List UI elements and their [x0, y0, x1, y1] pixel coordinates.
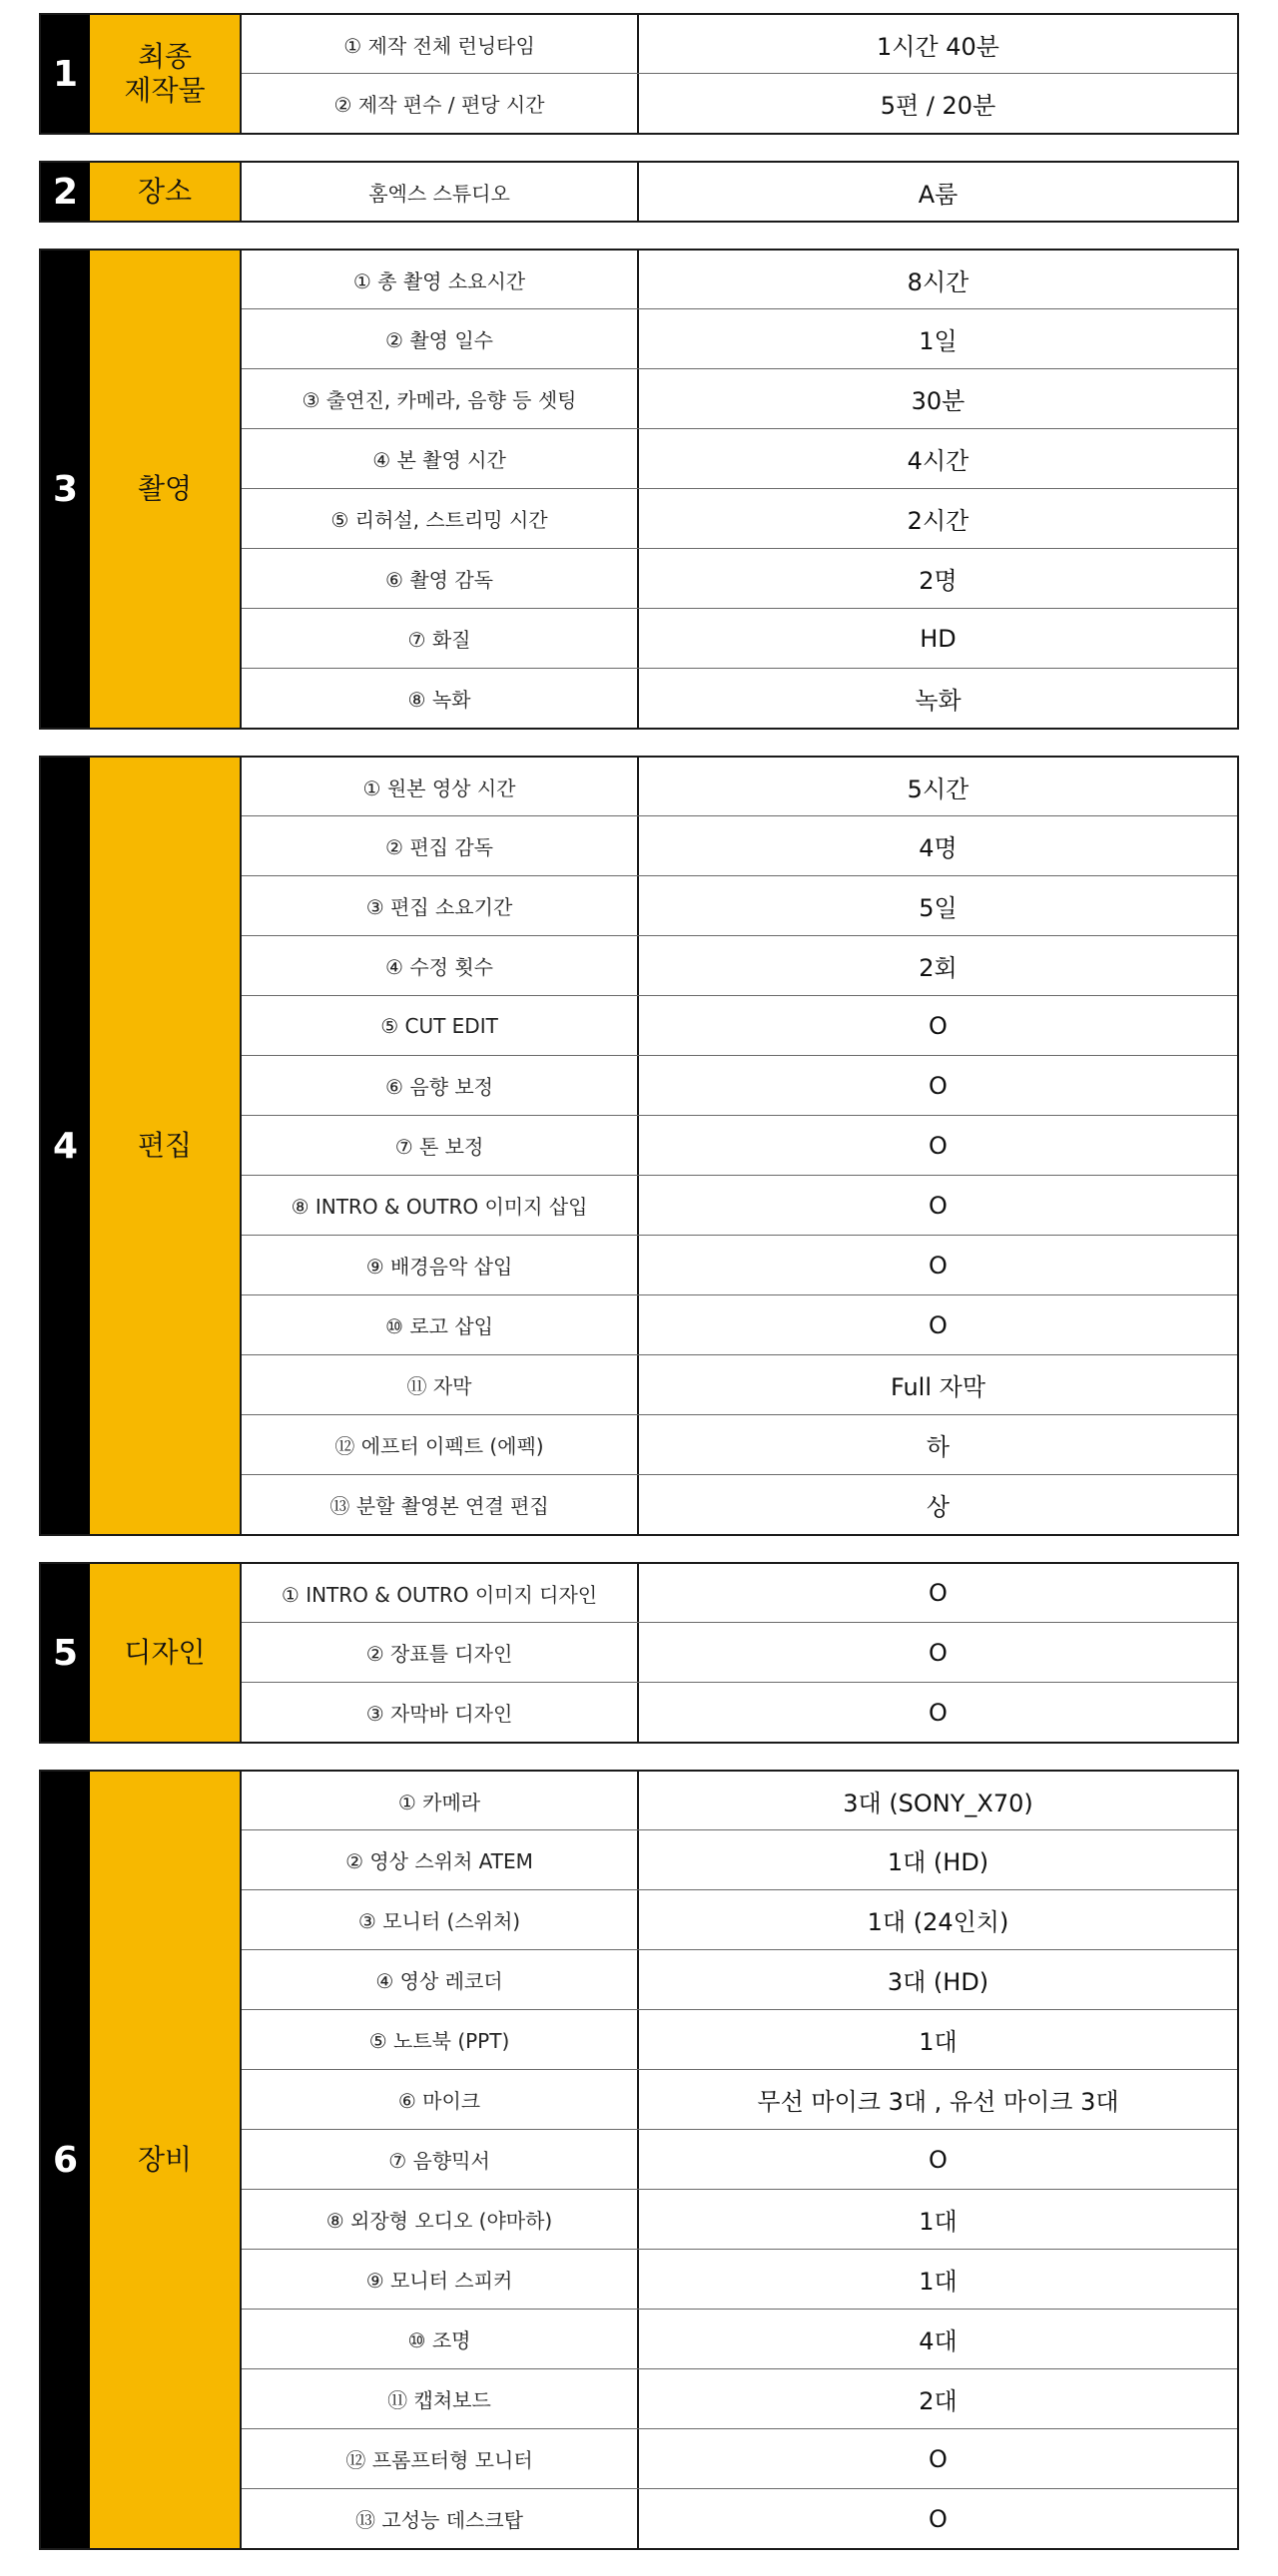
- row-label: ⑪ 자막: [242, 1355, 639, 1414]
- section-6: [39, 1770, 1239, 2550]
- row-value: 하: [926, 1433, 951, 1461]
- row-value: 4명: [919, 834, 958, 862]
- row-value: 3대 (HD): [887, 1968, 989, 1996]
- row-value: 1시간 40분: [877, 32, 999, 61]
- table-row: [242, 1175, 1237, 1235]
- row-value: 상: [926, 1493, 951, 1521]
- row-value: 5일: [919, 894, 958, 922]
- table-row: [242, 1772, 1237, 1829]
- table-row: [242, 548, 1237, 608]
- row-label: ① 원본 영상 시간: [242, 758, 639, 815]
- table-row: [242, 1235, 1237, 1294]
- row-value: 무선 마이크 3대 , 유선 마이크 3대: [757, 2088, 1119, 2116]
- row-label: ③ 모니터 (스위처): [242, 1890, 639, 1949]
- row-value: 1대: [919, 2268, 958, 2296]
- section-rows: [242, 163, 1237, 221]
- section-number: 6: [41, 1772, 90, 2548]
- row-value: O: [929, 1251, 948, 1280]
- row-value: 8시간: [907, 267, 969, 296]
- row-value: 30분: [911, 387, 965, 415]
- row-label: ⑬ 고성능 데스크탑: [242, 2489, 639, 2548]
- table-row: [242, 815, 1237, 875]
- table-row: [242, 1889, 1237, 1949]
- table-row: [242, 73, 1237, 133]
- row-value: O: [929, 1071, 948, 1100]
- table-row: [242, 488, 1237, 548]
- row-label: ⑥ 촬영 감독: [242, 549, 639, 608]
- row-label: ② 촬영 일수: [242, 309, 639, 368]
- section-rows: [242, 758, 1237, 1534]
- table-row: [242, 608, 1237, 668]
- table-row: [242, 995, 1237, 1055]
- row-label: ⑥ 음향 보정: [242, 1056, 639, 1115]
- row-label: ② 장표틀 디자인: [242, 1623, 639, 1682]
- section-1: [39, 13, 1239, 135]
- table-row: [242, 1294, 1237, 1354]
- table-row: [242, 1055, 1237, 1115]
- section-number: 3: [41, 251, 90, 728]
- row-label: ⑬ 분할 촬영본 연결 편집: [242, 1475, 639, 1534]
- row-value: 1일: [919, 327, 958, 355]
- table-row: [242, 1474, 1237, 1534]
- row-value: O: [929, 1191, 948, 1220]
- row-value: O: [929, 1579, 948, 1607]
- section-number: 5: [41, 1564, 90, 1742]
- section-number: 4: [41, 758, 90, 1534]
- table-row: [242, 1949, 1237, 2009]
- row-label: ⑨ 모니터 스피커: [242, 2250, 639, 2309]
- row-label: ④ 본 촬영 시간: [242, 429, 639, 488]
- row-label: ② 영상 스위처 ATEM: [242, 1830, 639, 1889]
- section-4: [39, 756, 1239, 1536]
- table-row: [242, 1564, 1237, 1622]
- table-row: [242, 2488, 1237, 2548]
- row-value: 4대: [919, 2327, 958, 2355]
- table-row: [242, 2309, 1237, 2368]
- table-row: [242, 668, 1237, 728]
- row-value: O: [929, 1131, 948, 1160]
- row-value: 1대 (HD): [887, 1848, 989, 1876]
- row-value: HD: [920, 624, 957, 653]
- section-title: 디자인: [90, 1564, 242, 1742]
- table-row: [242, 15, 1237, 73]
- row-label: 홈엑스 스튜디오: [242, 163, 639, 221]
- row-value: 2회: [919, 954, 958, 982]
- spec-sheet: [39, 13, 1239, 2576]
- row-label: ④ 수정 횟수: [242, 936, 639, 995]
- row-label: ③ 편집 소요기간: [242, 876, 639, 935]
- row-label: ① 제작 전체 런닝타임: [242, 15, 639, 73]
- table-row: [242, 2368, 1237, 2428]
- row-label: ⑤ 리허설, 스트리밍 시간: [242, 489, 639, 548]
- row-value: 2명: [919, 567, 958, 595]
- row-value: O: [929, 2444, 948, 2473]
- row-label: ⑫ 에프터 이펙트 (에펙): [242, 1415, 639, 1474]
- table-row: [242, 875, 1237, 935]
- row-value: 녹화: [915, 687, 961, 715]
- row-value: Full 자막: [890, 1373, 986, 1401]
- row-label: ① 총 촬영 소요시간: [242, 251, 639, 308]
- section-title: 촬영: [90, 251, 242, 728]
- table-row: [242, 1115, 1237, 1175]
- row-value: O: [929, 1698, 948, 1727]
- row-label: ⑫ 프롬프터형 모니터: [242, 2429, 639, 2488]
- row-label: ⑧ 녹화: [242, 669, 639, 728]
- table-row: [242, 1682, 1237, 1742]
- section-5: [39, 1562, 1239, 1744]
- section-title: 장소: [90, 163, 242, 221]
- table-row: [242, 1414, 1237, 1474]
- table-row: [242, 2189, 1237, 2249]
- row-value: O: [929, 2145, 948, 2174]
- row-value: O: [929, 1310, 948, 1339]
- row-label: ⑨ 배경음악 삽입: [242, 1236, 639, 1294]
- row-value: 2대: [919, 2387, 958, 2415]
- row-label: ② 제작 편수 / 편당 시간: [242, 74, 639, 133]
- section-rows: [242, 1772, 1237, 2548]
- row-label: ① 카메라: [242, 1772, 639, 1829]
- section-3: [39, 249, 1239, 730]
- row-label: ⑦ 화질: [242, 609, 639, 668]
- row-value: 3대 (SONY_X70): [843, 1789, 1033, 1817]
- row-value: O: [929, 1011, 948, 1040]
- table-row: [242, 935, 1237, 995]
- table-row: [242, 1354, 1237, 1414]
- row-label: ⑩ 조명: [242, 2310, 639, 2368]
- section-2: [39, 161, 1239, 223]
- section-rows: [242, 15, 1237, 133]
- section-rows: [242, 251, 1237, 728]
- row-value: O: [929, 1638, 948, 1667]
- section-title: 편집: [90, 758, 242, 1534]
- row-label: ⑪ 캡쳐보드: [242, 2369, 639, 2428]
- row-label: ⑥ 마이크: [242, 2070, 639, 2129]
- row-label: ⑤ 노트북 (PPT): [242, 2010, 639, 2069]
- table-row: [242, 251, 1237, 308]
- row-label: ⑧ 외장형 오디오 (야마하): [242, 2190, 639, 2249]
- table-row: [242, 368, 1237, 428]
- row-value: 1대 (24인치): [867, 1908, 1009, 1936]
- table-row: [242, 163, 1237, 221]
- table-row: [242, 2069, 1237, 2129]
- row-value: 4시간: [907, 447, 969, 475]
- table-row: [242, 2129, 1237, 2189]
- table-row: [242, 758, 1237, 815]
- row-label: ⑩ 로고 삽입: [242, 1295, 639, 1354]
- table-row: [242, 1829, 1237, 1889]
- row-value: 2시간: [907, 507, 969, 535]
- section-rows: [242, 1564, 1237, 1742]
- row-value: O: [929, 2504, 948, 2533]
- row-value: 1대: [919, 2208, 958, 2236]
- section-number: 2: [41, 163, 90, 221]
- section-title: 최종 제작물: [90, 15, 242, 133]
- table-row: [242, 1622, 1237, 1682]
- section-number: 1: [41, 15, 90, 133]
- row-value: A룸: [918, 180, 958, 209]
- table-row: [242, 2249, 1237, 2309]
- row-label: ③ 출연진, 카메라, 음향 등 셋팅: [242, 369, 639, 428]
- table-row: [242, 428, 1237, 488]
- table-row: [242, 2428, 1237, 2488]
- section-title: 장비: [90, 1772, 242, 2548]
- row-value: 1대: [919, 2028, 958, 2056]
- row-value: 5시간: [907, 774, 969, 803]
- row-label: ⑧ INTRO & OUTRO 이미지 삽입: [242, 1176, 639, 1235]
- row-label: ⑦ 음향믹서: [242, 2130, 639, 2189]
- table-row: [242, 308, 1237, 368]
- row-label: ③ 자막바 디자인: [242, 1683, 639, 1742]
- row-value: 5편 / 20분: [880, 92, 996, 120]
- table-row: [242, 2009, 1237, 2069]
- row-label: ⑤ CUT EDIT: [242, 996, 639, 1055]
- row-label: ⑦ 톤 보정: [242, 1116, 639, 1175]
- row-label: ② 편집 감독: [242, 816, 639, 875]
- row-label: ① INTRO & OUTRO 이미지 디자인: [242, 1564, 639, 1622]
- row-label: ④ 영상 레코더: [242, 1950, 639, 2009]
